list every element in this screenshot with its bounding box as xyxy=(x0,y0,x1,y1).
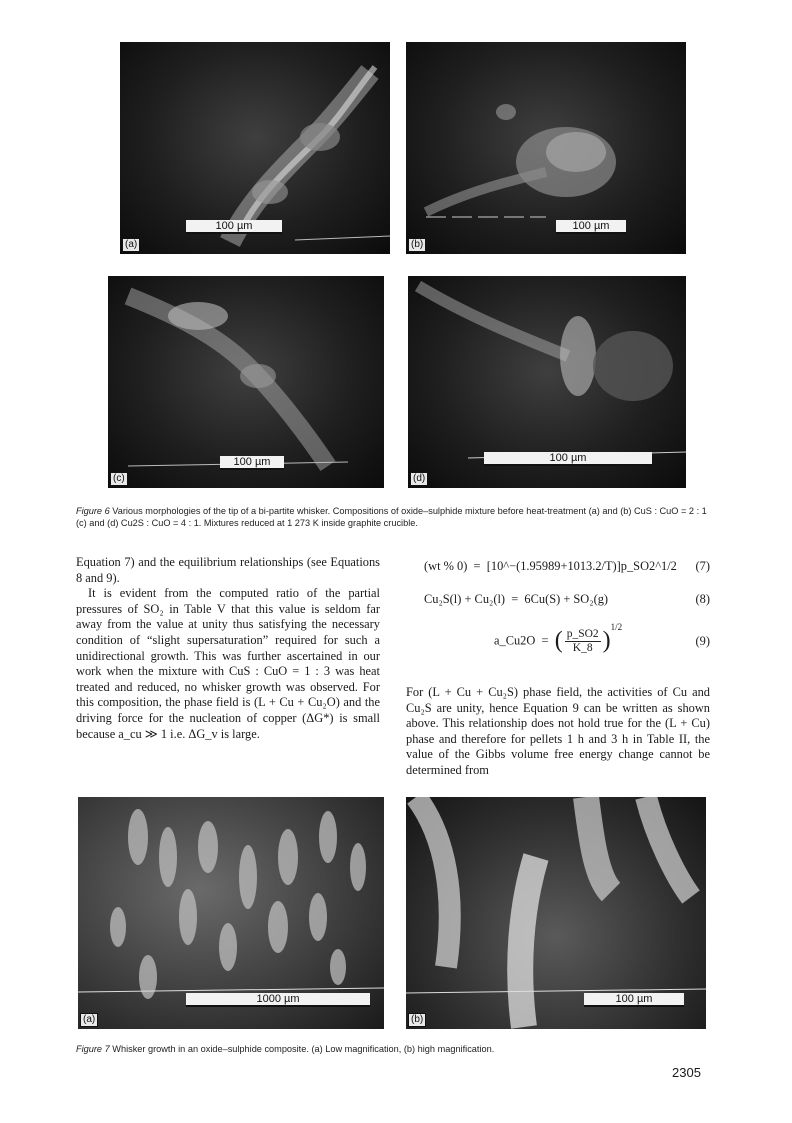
left-paragraph-1: Equation 7) and the equilibrium relationships (see Equations 8 and 9). xyxy=(76,555,380,585)
figure6-panel-c xyxy=(108,276,384,488)
equation-9: a_Cu2O = ( $\frac{p\_SO2}{K\_8}$ )$^{1/2}$ (9) xyxy=(494,622,710,654)
figure7-caption xyxy=(76,1043,716,1055)
figure6-caption-label: Figure 6 xyxy=(76,506,110,516)
equation-9-lhs: a_Cu2O xyxy=(494,633,536,648)
left-paragraph-2: It is evident from the computed ratio of the partial pressures of SO₂ in Table V that this value is seldom far away from the value at unity thus satisfying the necessary condition of “slight supersaturation” required for such a unidirectional growth. This was further ascertained in our work when the mixture with CuS : CuO = 1 : 3 was heat treated and reduced, no whisker growth was observed. For this composition, the phase field is (L + Cu + Cu₂O) and the driving force for the nucleation of copper (ΔG*) is small because a_cu ≫ 1 i.e. ΔG_v is large. xyxy=(76,586,380,741)
scale-bar: 100 µm xyxy=(186,220,282,234)
scale-bar: 100 µm xyxy=(484,452,652,466)
equation-8: Cu₂S(l) + Cu₂(l) = 6Cu(S) + SO₂(g) (8) xyxy=(424,592,710,606)
panel-label: (d) xyxy=(410,472,428,486)
figure6-panel-d xyxy=(408,276,686,488)
equation-9-numerator: p_SO2 xyxy=(566,627,599,640)
figure6-panel-b xyxy=(406,42,686,254)
equation-7-rhs: [10^−(1.95989+1013.2/T)]p_SO2^1/2 xyxy=(486,559,677,573)
scale-bar: 100 µm xyxy=(584,993,684,1007)
scale-bar: 100 µm xyxy=(220,456,284,470)
panel-label: (c) xyxy=(110,472,128,486)
left-text-column xyxy=(76,555,380,742)
equation-7-number: (7) xyxy=(695,559,710,573)
figure7-panel-a xyxy=(78,797,384,1029)
right-paragraph-1: For (L + Cu + Cu₂S) phase field, the activities of Cu and Cu₂S are unity, hence Equation 9 can be written as shown above. This relationship does not hold true for the (L + Cu) phase and therefore for pellets 1 h and 3 h in Table II, the value of the Gibbs volume free energy change cannot be determined from xyxy=(406,685,710,777)
figure6-caption-text: Various morphologies of the tip of a bi-partite whisker. Compositions of oxide–sulphide mixture before heat-treatment (a) and (b) CuS : CuO = 2 : 1 (c) and (d) Cu2S : CuO = 4 : 1. Mixtures reduced at 1 273 K inside graphite crucible. xyxy=(76,506,707,528)
scale-bar: 100 µm xyxy=(556,220,626,234)
figure6-caption xyxy=(76,505,716,529)
figure7-caption-label: Figure 7 xyxy=(76,1044,110,1054)
equation-9-exponent: 1/2 xyxy=(610,622,623,632)
equation-7: (wt % 0) = [10^−(1.95989+1013.2/T)]p_SO2^1/2 (7) xyxy=(424,559,710,573)
panel-label: (a) xyxy=(80,1013,98,1027)
figure7-caption-text: Whisker growth in an oxide–sulphide composite. (a) Low magnification, (b) high magnification. xyxy=(112,1044,495,1054)
equation-8-lhs: Cu₂S(l) + Cu₂(l) xyxy=(424,592,506,606)
equation-9-number: (9) xyxy=(695,634,710,648)
panel-label: (a) xyxy=(122,238,140,252)
whisker-micrograph-b xyxy=(406,42,686,254)
right-text-column xyxy=(406,685,710,779)
equation-9-denominator: K_8 xyxy=(572,641,593,654)
figure7-panel-b xyxy=(406,797,706,1029)
equation-8-rhs: 6Cu(S) + SO₂(g) xyxy=(524,592,609,606)
equation-8-number: (8) xyxy=(695,592,710,606)
panel-label: (b) xyxy=(408,238,426,252)
scale-bar: 1000 µm xyxy=(186,993,370,1007)
page-number: 2305 xyxy=(672,1065,701,1080)
panel-label: (b) xyxy=(408,1013,426,1027)
equation-9-fraction xyxy=(565,628,601,655)
figure6-panel-a xyxy=(120,42,390,254)
equation-7-lhs: (wt % 0) xyxy=(424,559,468,573)
